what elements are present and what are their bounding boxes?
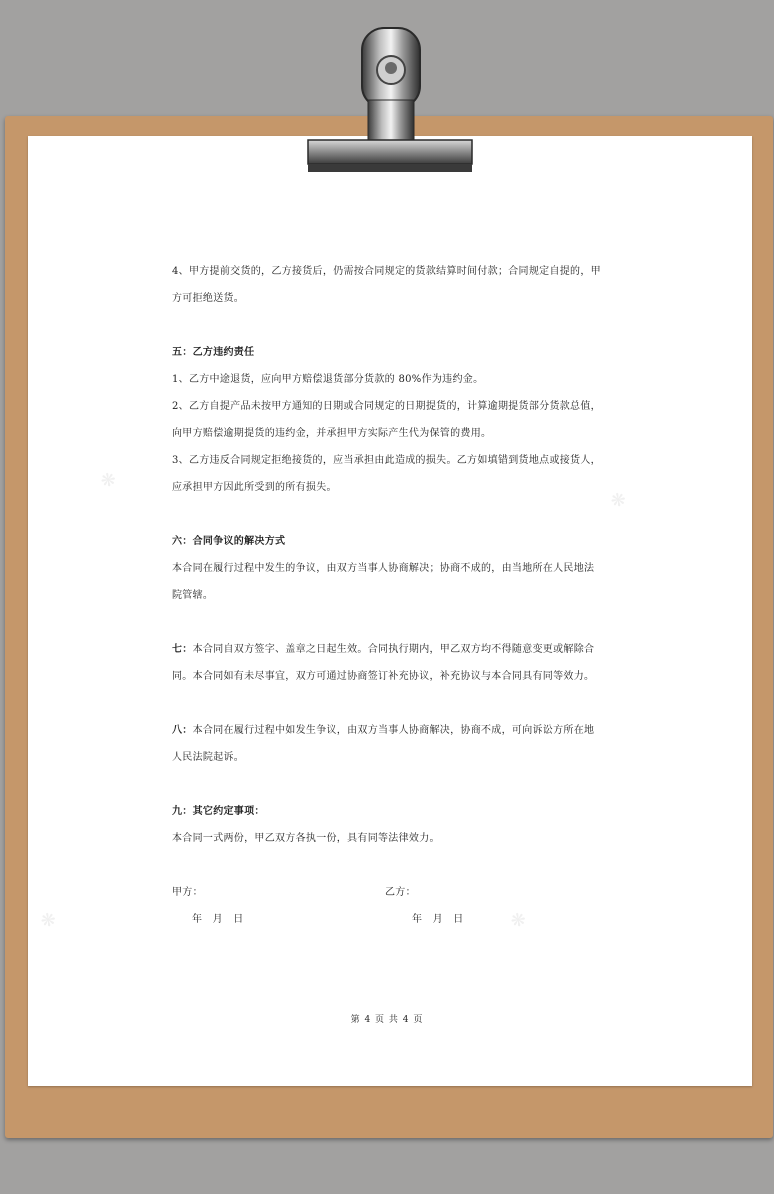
section-8 bbox=[172, 717, 612, 771]
signature-row bbox=[172, 879, 612, 906]
party-a-label: 甲方： bbox=[172, 887, 203, 898]
watermark: ❋ bbox=[605, 487, 630, 514]
watermark: ❋ bbox=[95, 467, 120, 494]
section-heading: 五：乙方违约责任 bbox=[172, 347, 255, 358]
text-line: 本合同在履行过程中发生的争议，由双方当事人协商解决；协商不成的，由当地所在人民地法 bbox=[172, 563, 595, 574]
watermark: ❋ bbox=[505, 907, 530, 934]
text-line: 2、乙方自提产品未按甲方通知的日期或合同规定的日期提货的，计算逾期提货部分货款总值， bbox=[172, 401, 601, 412]
section-heading: 九：其它约定事项： bbox=[172, 806, 265, 817]
party-a-date: 年 月 日 bbox=[192, 914, 244, 925]
section-number: 七： bbox=[172, 644, 193, 655]
para-4 bbox=[172, 258, 612, 312]
text-line: 本合同自双方签字、盖章之日起生效。合同执行期内，甲乙双方均不得随意变更或解除合 bbox=[192, 644, 595, 655]
text-line: 人民法院起诉。 bbox=[172, 752, 245, 763]
date-row bbox=[172, 906, 612, 933]
text-line: 应承担甲方因此所受到的所有损失。 bbox=[172, 482, 337, 493]
document-body bbox=[172, 258, 612, 933]
section-heading: 六：合同争议的解决方式 bbox=[172, 536, 286, 547]
binder-clip-icon bbox=[300, 20, 480, 180]
text-line: 院管辖。 bbox=[172, 590, 214, 601]
text-line: 本合同一式两份，甲乙双方各执一份，具有同等法律效力。 bbox=[172, 833, 440, 844]
text-line: 方可拒绝送货。 bbox=[172, 293, 245, 304]
watermark: ❋ bbox=[35, 907, 60, 934]
party-b-date: 年 月 日 bbox=[412, 914, 464, 925]
text-line: 4、甲方提前交货的，乙方接货后，仍需按合同规定的货款结算时间付款；合同规定自提的，甲 bbox=[172, 266, 601, 277]
text-line: 1、乙方中途退货，应向甲方赔偿退货部分货款的 80%作为违约金。 bbox=[172, 374, 484, 385]
section-number: 八： bbox=[172, 725, 193, 736]
page-number: 第 4 页 共 4 页 bbox=[350, 1015, 424, 1025]
section-6-body bbox=[172, 555, 612, 609]
text-line: 同。本合同如有未尽事宜，双方可通过协商签订补充协议，补充协议与本合同具有同等效力。 bbox=[172, 671, 595, 682]
section-7 bbox=[172, 636, 612, 690]
text-line: 3、乙方违反合同规定拒绝接货的，应当承担由此造成的损失。乙方如填错到货地点或接货人， bbox=[172, 455, 601, 466]
text-line: 向甲方赔偿逾期提货的违约金，并承担甲方实际产生代为保管的费用。 bbox=[172, 428, 492, 439]
party-b-label: 乙方： bbox=[385, 887, 416, 898]
text-line: 本合同在履行过程中如发生争议，由双方当事人协商解决，协商不成，可向诉讼方所在地 bbox=[192, 725, 595, 736]
section-5-body bbox=[172, 366, 612, 501]
